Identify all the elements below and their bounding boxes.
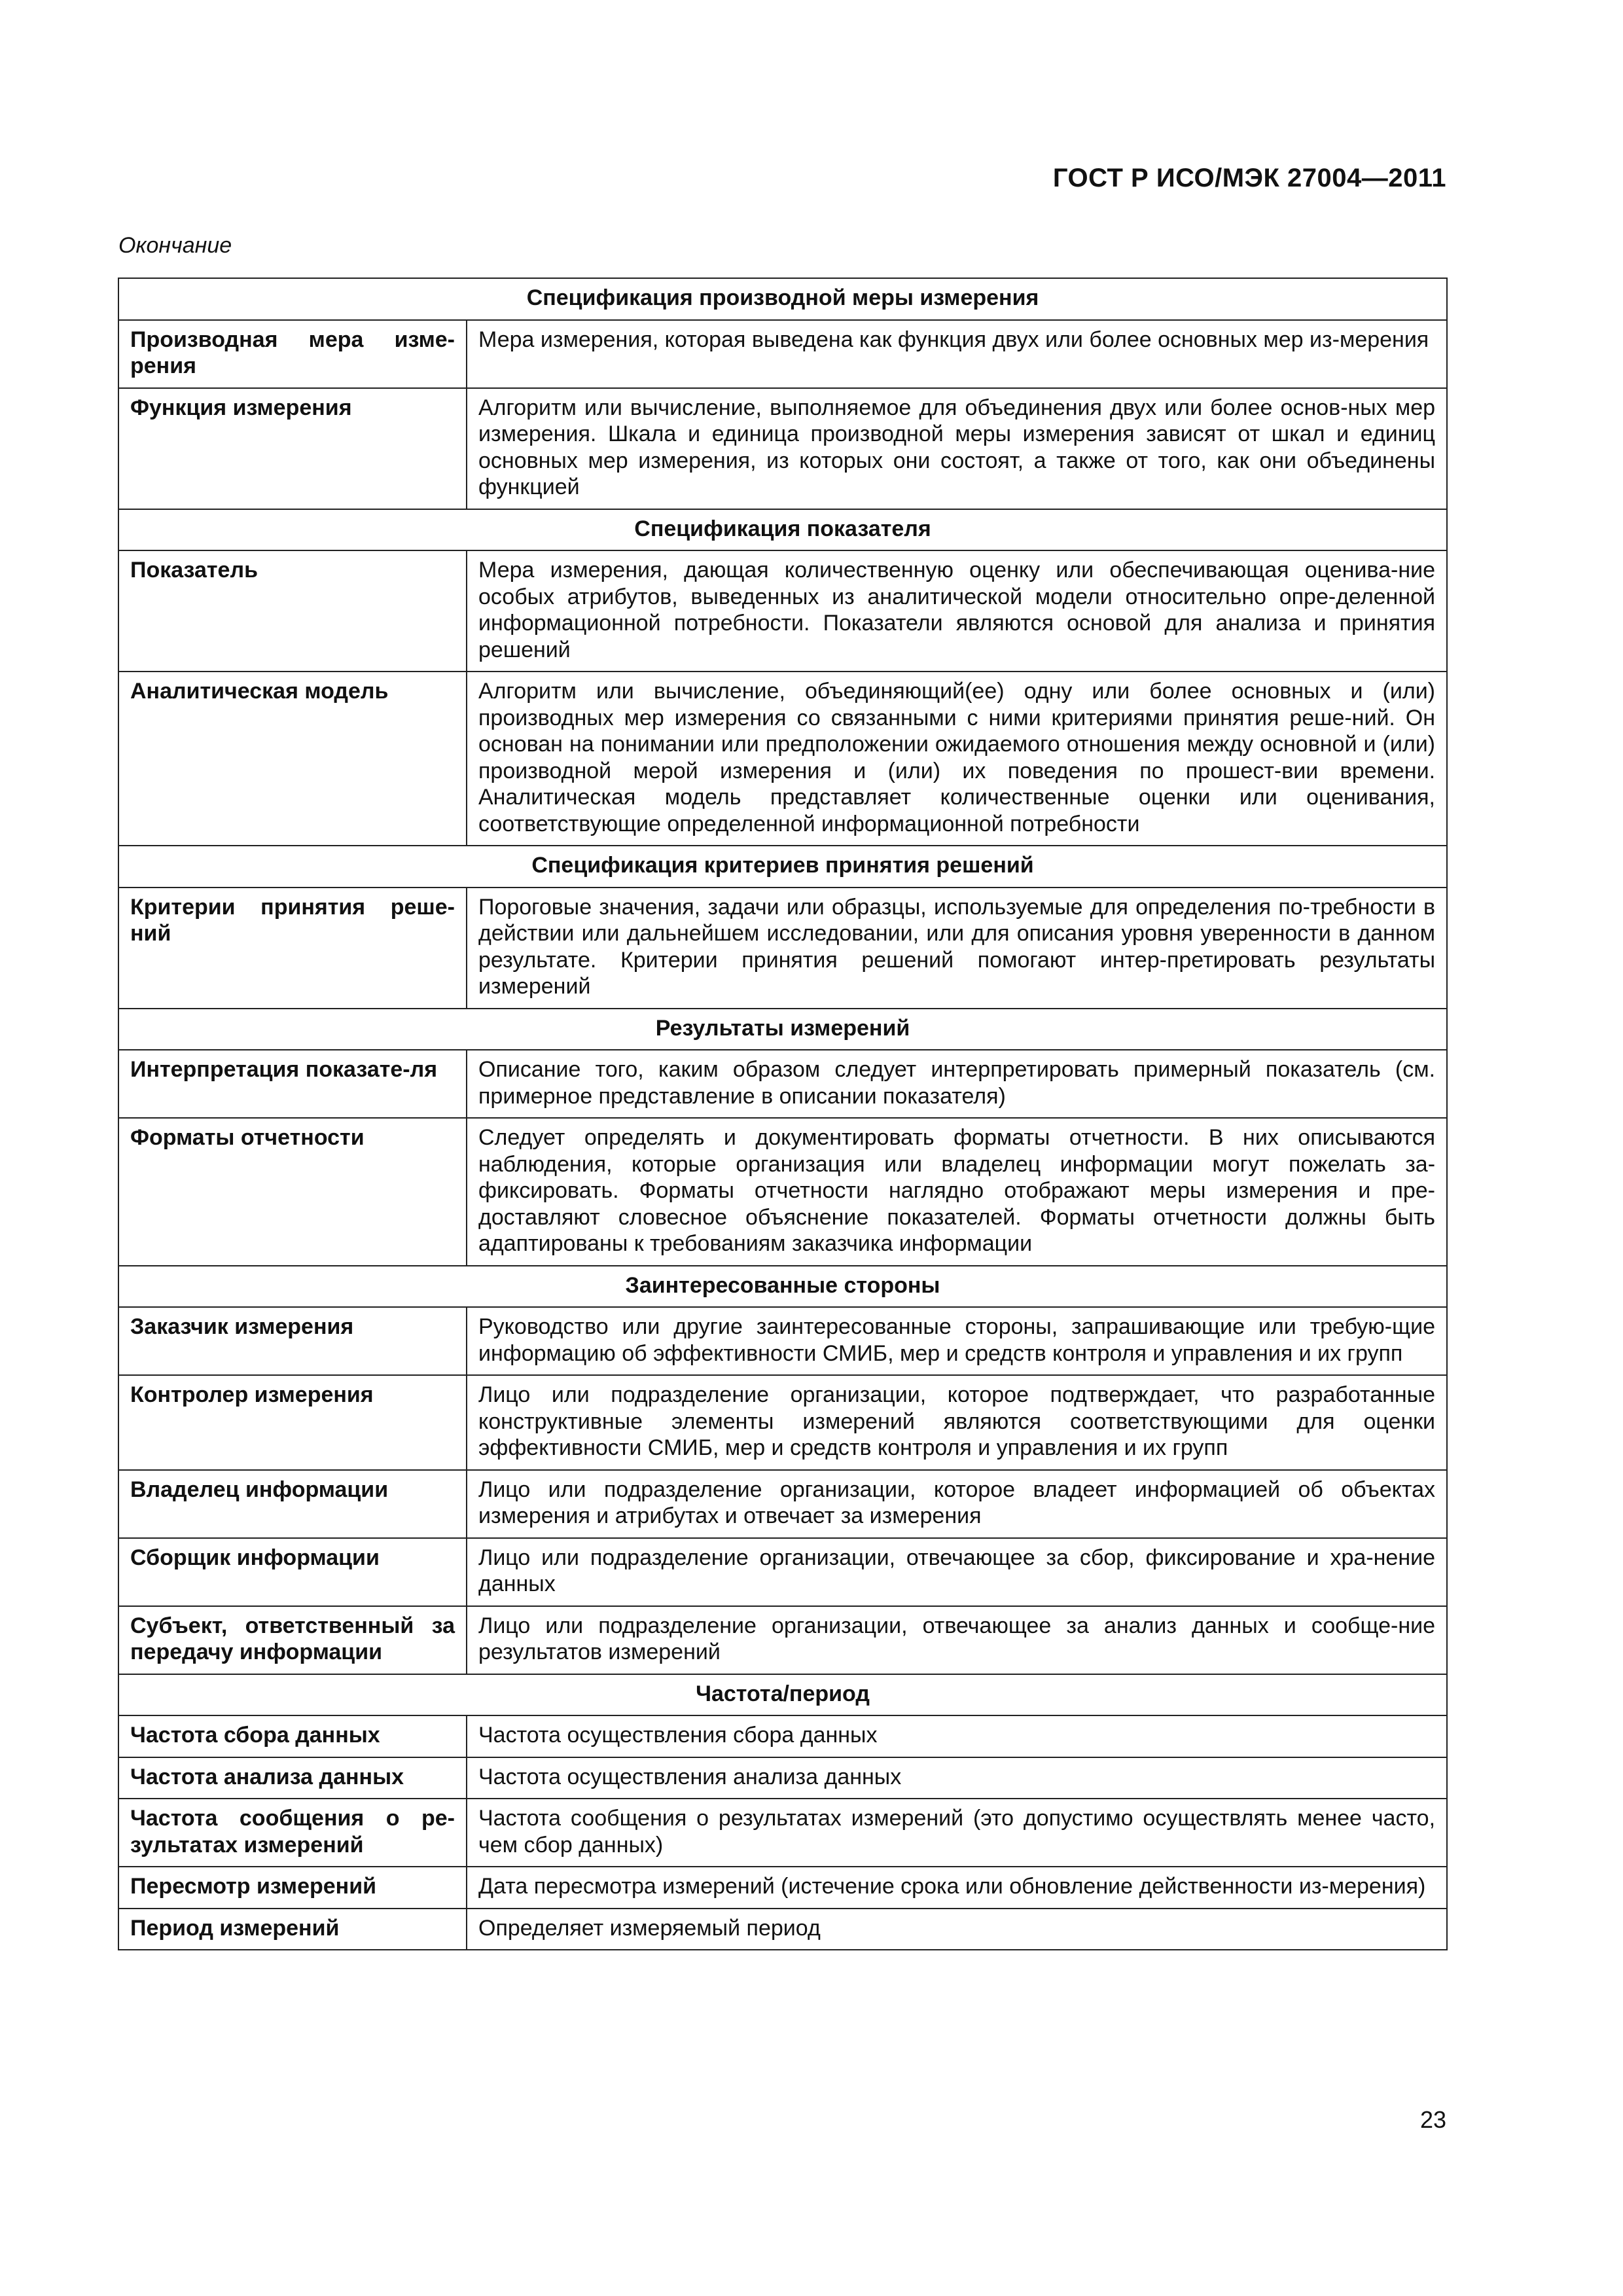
definition-cell: Алгоритм или вычисление, объединяющий(ее) одну или более основных и (или) производных мер измерения со связанными с ними критериями принятия реше-ний. Он основан на понимании или предположении ожидаемого отношения между основной и (или) производной мерой измерения и (или) их поведения по прошест-вии времени. Аналитическая модель представляет количественные оценки или оценивания, соответствующие определенной информационной потребности bbox=[467, 672, 1447, 846]
table-row bbox=[118, 1118, 1447, 1266]
definition-cell: Частота осуществления анализа данных bbox=[467, 1757, 1447, 1799]
table-row bbox=[118, 1799, 1447, 1867]
term-cell: Производная мера изме-рения bbox=[118, 320, 467, 388]
definition-cell: Описание того, каким образом следует интерпретировать примерный показатель (см. примерное представление в описании показателя) bbox=[467, 1050, 1447, 1118]
table-continuation-label: Окончание bbox=[118, 233, 232, 258]
table-row bbox=[118, 1375, 1447, 1470]
document-standard-header: ГОСТ Р ИСО/МЭК 27004—2011 bbox=[1052, 164, 1446, 192]
table-row bbox=[118, 1606, 1447, 1674]
section-title: Спецификация показателя bbox=[118, 509, 1447, 551]
table-row bbox=[118, 1050, 1447, 1118]
term-cell: Пересмотр измерений bbox=[118, 1867, 467, 1909]
table-row bbox=[118, 1867, 1447, 1909]
section-header-row bbox=[118, 509, 1447, 551]
table-row bbox=[118, 1757, 1447, 1799]
definition-cell: Следует определять и документировать форматы отчетности. В них описываются наблюдения, которые организация или владелец информации могут пожелать за-фиксировать. Форматы отчетности наглядно отображают меры измерения и пре-доставляют словесное объяснение показателей. Форматы отчетности должны быть адаптированы к требованиям заказчика информации bbox=[467, 1118, 1447, 1266]
term-cell: Период измерений bbox=[118, 1909, 467, 1950]
term-cell: Форматы отчетности bbox=[118, 1118, 467, 1266]
term-cell: Критерии принятия реше-ний bbox=[118, 888, 467, 1009]
definition-cell: Дата пересмотра измерений (истечение срока или обновление действенности из-мерения) bbox=[467, 1867, 1447, 1909]
term-cell: Частота анализа данных bbox=[118, 1757, 467, 1799]
measurement-specification-table bbox=[118, 278, 1448, 1950]
definition-cell: Мера измерения, которая выведена как функция двух или более основных мер из-мерения bbox=[467, 320, 1447, 388]
term-cell: Частота сбора данных bbox=[118, 1715, 467, 1757]
section-title: Спецификация критериев принятия решений bbox=[118, 846, 1447, 888]
term-cell: Субъект, ответственный за передачу информации bbox=[118, 1606, 467, 1674]
term-cell: Интерпретация показате-ля bbox=[118, 1050, 467, 1118]
table-row bbox=[118, 1715, 1447, 1757]
term-cell: Контролер измерения bbox=[118, 1375, 467, 1470]
definition-cell: Лицо или подразделение организации, отвечающее за сбор, фиксирование и хра-нение данных bbox=[467, 1538, 1447, 1606]
term-cell: Сборщик информации bbox=[118, 1538, 467, 1606]
definition-cell: Мера измерения, дающая количественную оценку или обеспечивающая оценива-ние особых атрибутов, выведенных из аналитической модели относительно опре-деленной информационной потребности. Показатели являются основой для анализа и принятия решений bbox=[467, 550, 1447, 672]
section-header-row bbox=[118, 1266, 1447, 1308]
definition-cell: Частота осуществления сбора данных bbox=[467, 1715, 1447, 1757]
definition-cell: Руководство или другие заинтересованные стороны, запрашивающие или требую-щие информацию об эффективности СМИБ, мер и средств контроля и управления и их групп bbox=[467, 1307, 1447, 1375]
definition-cell: Алгоритм или вычисление, выполняемое для объединения двух или более основ-ных мер измерения. Шкала и единица производной меры измерения зависят от шкал и единиц основных мер измерения, из которых они состоят, а также от того, как они объединены функцией bbox=[467, 388, 1447, 509]
term-cell: Частота сообщения о ре-зультатах измерений bbox=[118, 1799, 467, 1867]
term-cell: Заказчик измерения bbox=[118, 1307, 467, 1375]
term-cell: Показатель bbox=[118, 550, 467, 672]
section-title: Частота/период bbox=[118, 1674, 1447, 1716]
term-cell: Функция измерения bbox=[118, 388, 467, 509]
table-row bbox=[118, 1470, 1447, 1538]
table-row bbox=[118, 672, 1447, 846]
table-row bbox=[118, 888, 1447, 1009]
table-row bbox=[118, 320, 1447, 388]
table-row bbox=[118, 1909, 1447, 1950]
definition-cell: Частота сообщения о результатах измерений (это допустимо осуществлять менее часто, чем сбор данных) bbox=[467, 1799, 1447, 1867]
table-row bbox=[118, 1538, 1447, 1606]
definition-cell: Лицо или подразделение организации, которое подтверждает, что разработанные конструктивные элементы измерений являются соответствующими для оценки эффективности СМИБ, мер и средств контроля и управления и их групп bbox=[467, 1375, 1447, 1470]
section-header-row bbox=[118, 846, 1447, 888]
section-title: Результаты измерений bbox=[118, 1009, 1447, 1050]
definition-cell: Лицо или подразделение организации, отвечающее за анализ данных и сообще-ние результатов измерений bbox=[467, 1606, 1447, 1674]
table-row bbox=[118, 388, 1447, 509]
definition-cell: Лицо или подразделение организации, которое владеет информацией об объектах измерения и атрибутах и отвечает за измерения bbox=[467, 1470, 1447, 1538]
table-row bbox=[118, 550, 1447, 672]
definition-cell: Определяет измеряемый период bbox=[467, 1909, 1447, 1950]
page-number: 23 bbox=[1419, 2106, 1446, 2133]
section-header-row bbox=[118, 1009, 1447, 1050]
table-body bbox=[118, 278, 1447, 1950]
table-row bbox=[118, 1307, 1447, 1375]
definition-cell: Пороговые значения, задачи или образцы, используемые для определения по-требности в действии или дальнейшем исследовании, или для описания уровня уверенности в данном результате. Критерии принятия решений помогают интер-претировать результаты измерений bbox=[467, 888, 1447, 1009]
section-header-row bbox=[118, 278, 1447, 320]
section-title: Спецификация производной меры измерения bbox=[118, 278, 1447, 320]
term-cell: Аналитическая модель bbox=[118, 672, 467, 846]
section-header-row bbox=[118, 1674, 1447, 1716]
term-cell: Владелец информации bbox=[118, 1470, 467, 1538]
section-title: Заинтересованные стороны bbox=[118, 1266, 1447, 1308]
